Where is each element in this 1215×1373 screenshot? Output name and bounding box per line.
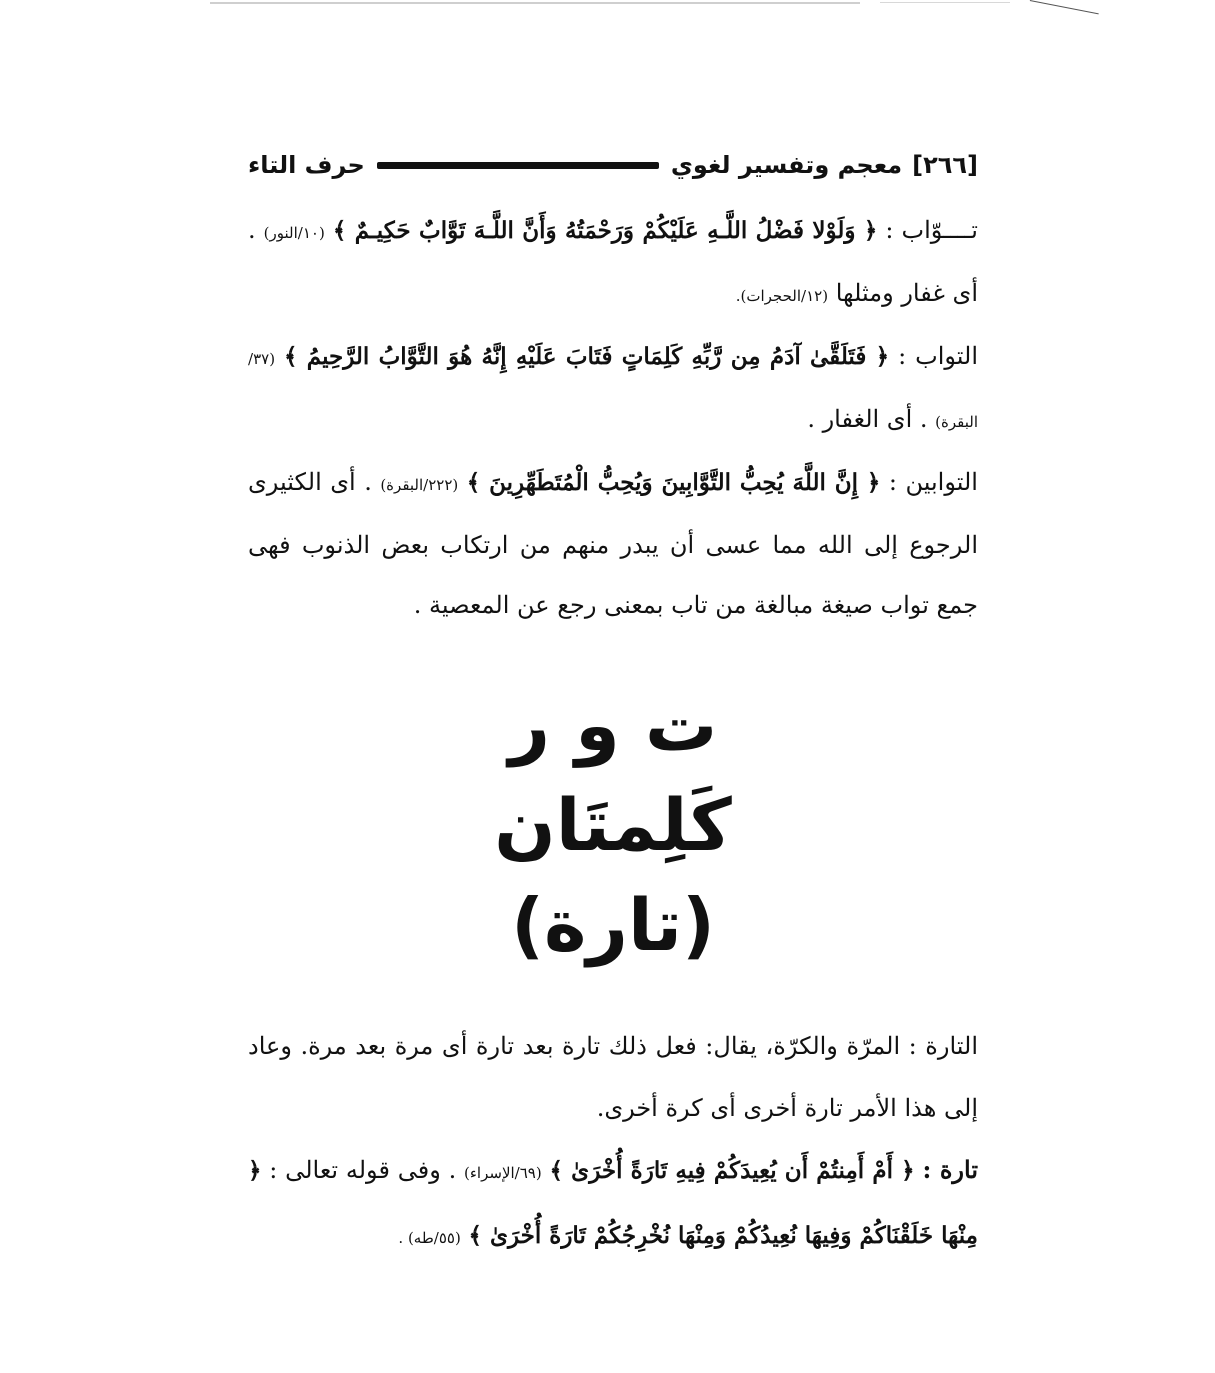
entry-term: التواب : xyxy=(898,342,978,370)
quran-verse-2: ﴿ مِنْهَا خَلَقْنَاكُمْ وَفِيهَا نُعِيدُكُمْ وَمِنْهَا نُخْرِجُكُمْ تَارَةً أُخْرَىٰ ﴾ xyxy=(248,1157,978,1249)
scan-artifact-line-2 xyxy=(880,2,1010,3)
quran-verse: ﴿ فَتَلَقَّىٰ آدَمُ مِن رَّبِّهِ كَلِمَاتٍ فَتَابَ عَلَيْهِ إِنَّهُ هُوَ التَّوَّابُ الرَّحِيمُ ﴾ xyxy=(283,343,890,370)
verse-reference-2: (١٢/الحجرات). xyxy=(735,287,829,305)
verse-reference: (٦٩/الإسراء) xyxy=(464,1164,542,1182)
header-right xyxy=(671,151,978,179)
quran-verse: ﴿ أَمْ أَمِنتُمْ أَن يُعِيدَكُمْ فِيهِ تَارَةً أُخْرَىٰ ﴾ xyxy=(549,1157,915,1184)
verse-reference-2: (٥٥/طه) . xyxy=(398,1229,461,1247)
entry-term: تارة : xyxy=(922,1155,978,1184)
verse-reference: (٢٢٢/البقرة) xyxy=(380,476,459,494)
page-body xyxy=(248,140,978,1269)
tara-section xyxy=(248,1015,978,1269)
entry-term: تــــوّاب : xyxy=(885,216,978,244)
root-heading xyxy=(248,675,978,975)
entry-tara xyxy=(248,1139,978,1269)
root-word: (تارة) xyxy=(511,883,715,967)
verse-reference: (٣٧/البقرة) xyxy=(248,350,978,431)
entry-gloss: . أى الغفار . xyxy=(807,405,928,433)
page-number: [٢٦٦] xyxy=(912,151,978,179)
scan-artifact-corner xyxy=(1030,0,1099,14)
tara-definition: التارة : المرّة والكرّة، يقال: فعل ذلك تارة بعد تارة أى مرة بعد مرة. وعاد إلى هذا الأمر تارة أخرى أى كرة أخرى. xyxy=(248,1032,978,1122)
entry-gloss: . أى غفار ومثلها xyxy=(248,216,978,307)
scan-artifact-line xyxy=(210,2,860,4)
entry-tawwab xyxy=(248,200,978,326)
root-word-count: كَلِمتَان xyxy=(494,783,732,867)
entry-al-tawwab xyxy=(248,326,978,452)
verse-reference: (١٠/النور) xyxy=(263,224,325,242)
entry-gloss: . وفى قوله تعالى : xyxy=(269,1156,457,1184)
root-letters: ت و ر xyxy=(508,683,718,767)
header-rule xyxy=(377,162,659,169)
quran-verse: ﴿ وَلَوْلا فَضْلُ اللَّـهِ عَلَيْكُمْ وَرَحْمَتُهُ وَأَنَّ اللَّـهَ تَوَّابٌ حَكِيـمٌ ﴾ xyxy=(332,217,878,244)
book-title: معجم وتفسير لغوي xyxy=(670,151,903,179)
section-name: حرف التاء xyxy=(248,151,365,179)
entry-term: التوابين : xyxy=(888,468,978,496)
quran-verse: ﴿ إِنَّ اللَّهَ يُحِبُّ التَّوَّابِينَ وَيُحِبُّ الْمُتَطَهِّرِينَ ﴾ xyxy=(466,469,881,496)
entry-al-tawwabin xyxy=(248,452,978,635)
running-header xyxy=(248,140,978,190)
entry-gloss: . أى الكثيرى الرجوع إلى الله مما عسى أن يبدر منهم من ارتكاب بعض الذنوب فهى جمع تواب صيغة مبالغة من تاب بمعنى رجع عن المعصية . xyxy=(248,468,978,619)
